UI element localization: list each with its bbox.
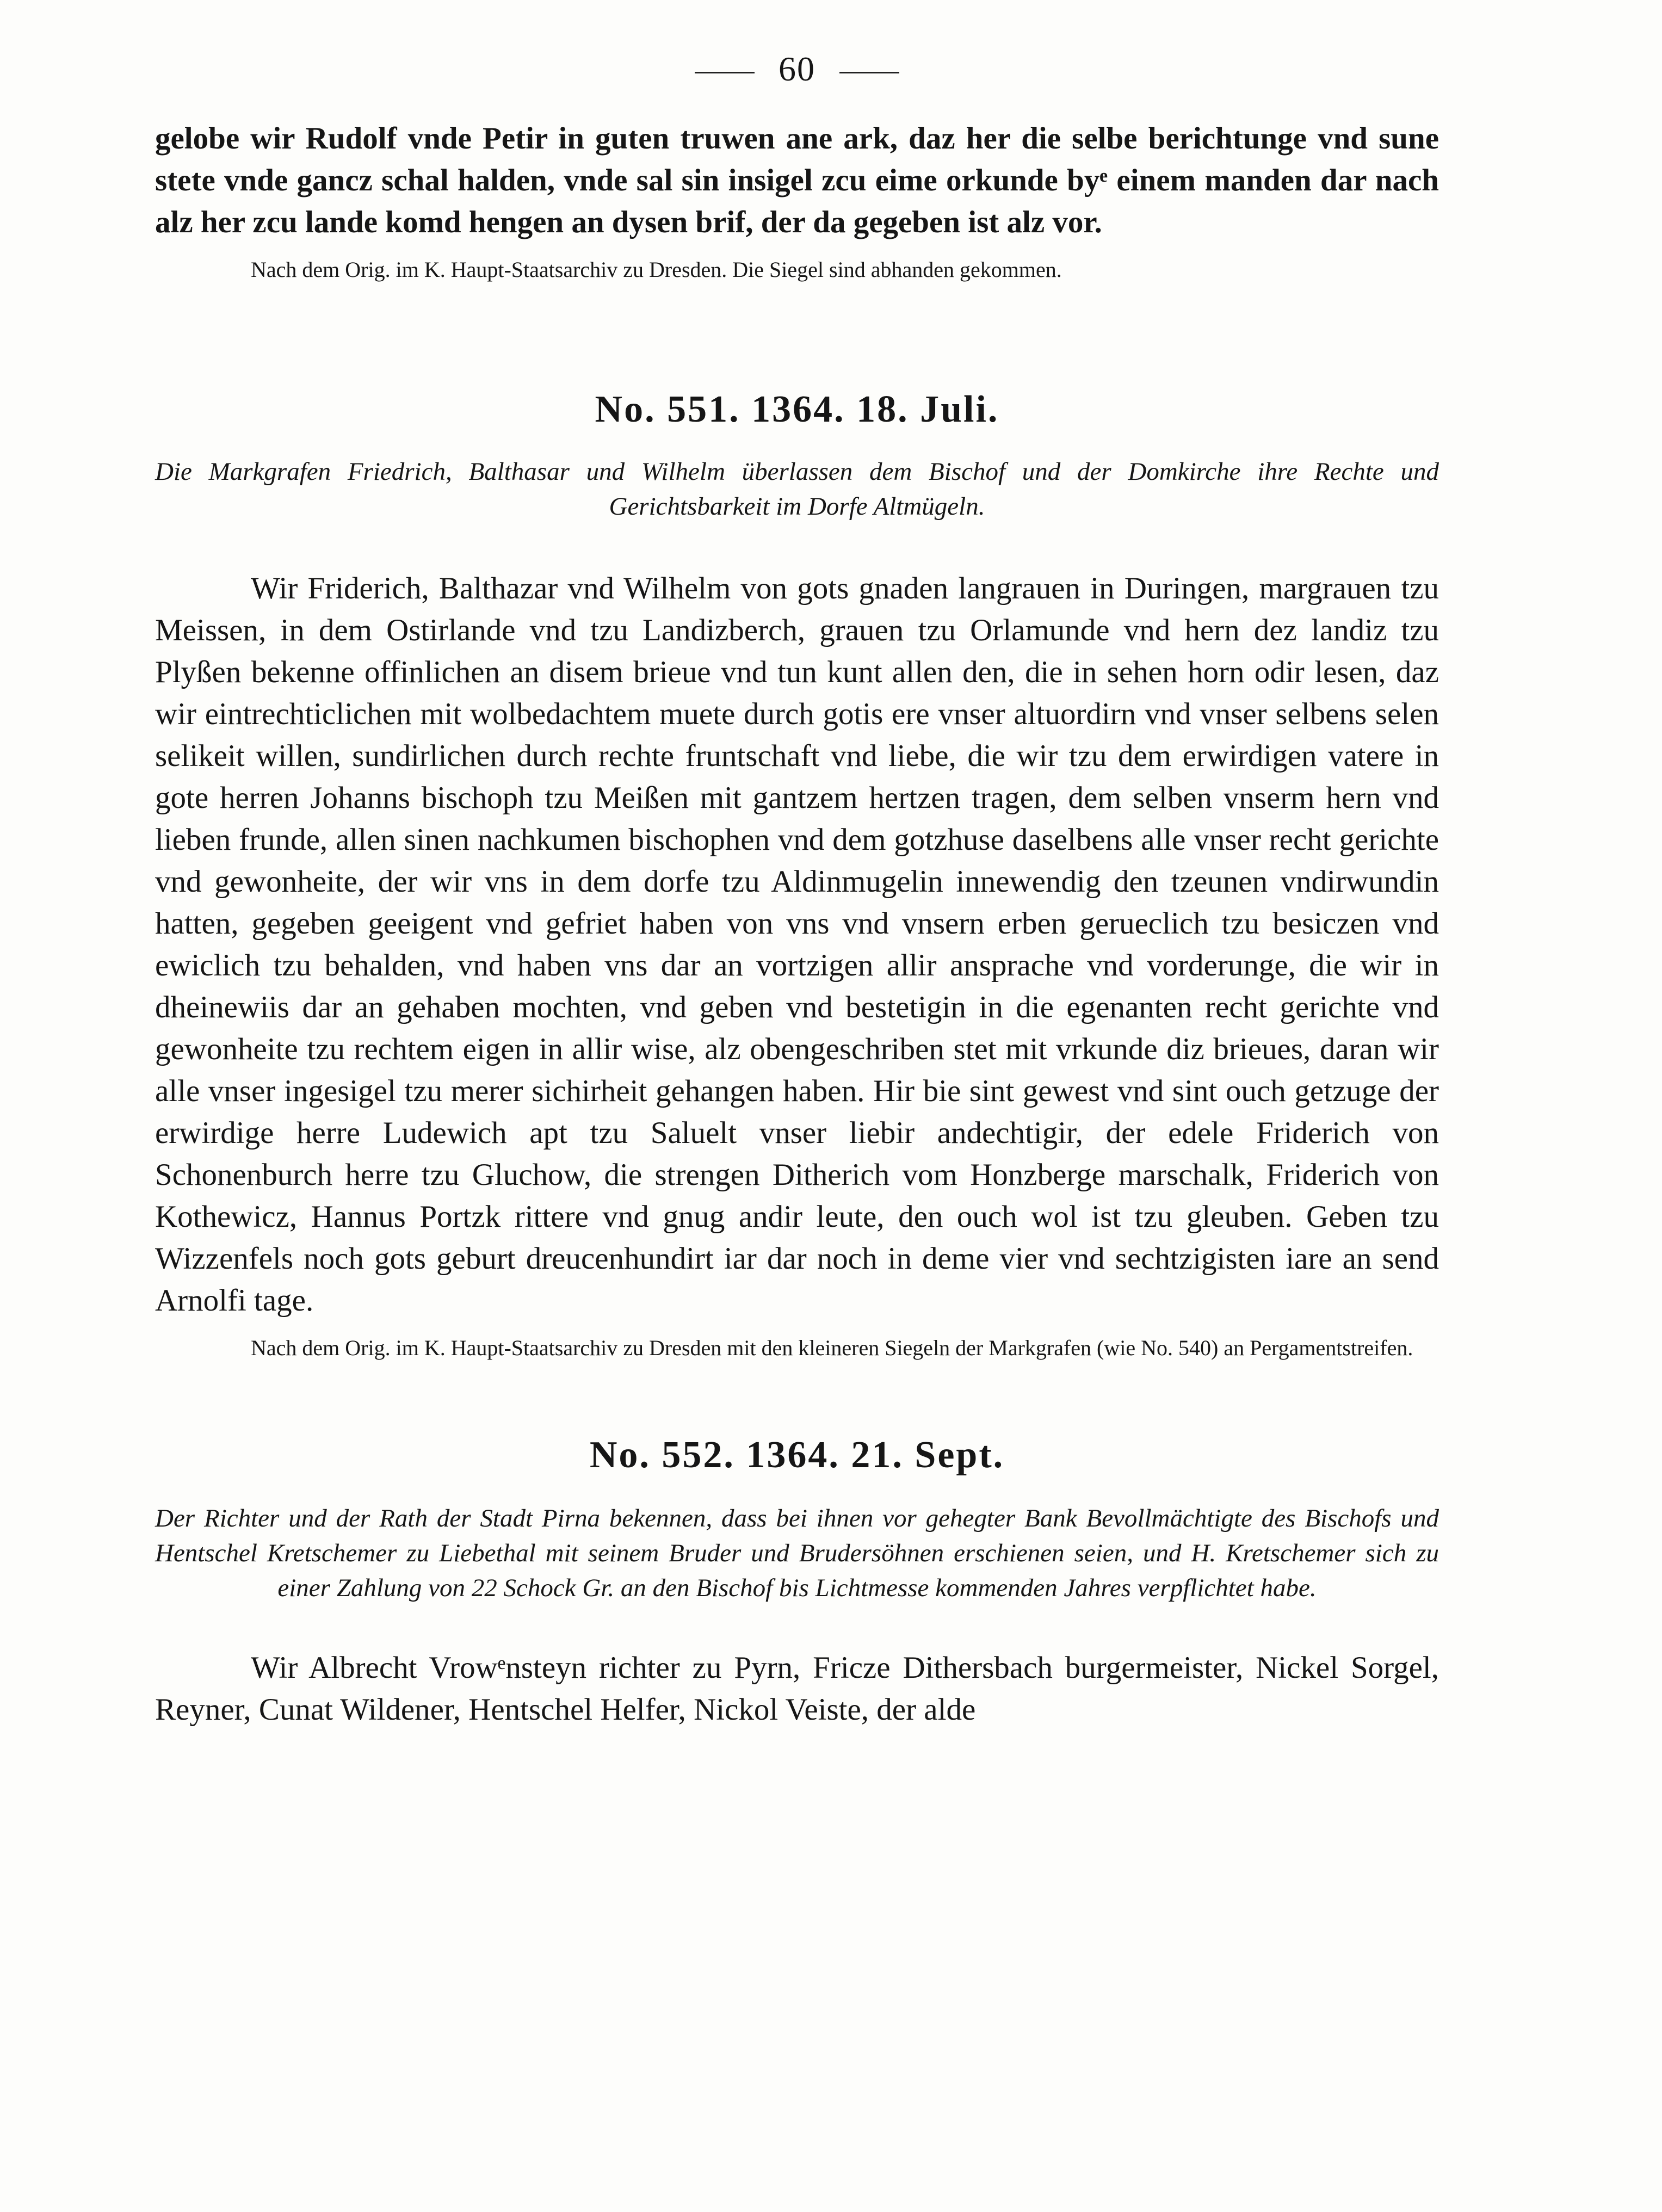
page-number-line <box>155 49 1439 89</box>
document-551-text: Wir Friderich, Balthazar vnd Wilhelm von gots gnaden langrauen in Duringen, margrauen tzu Meissen, in dem Ostirlande vnd tzu Landizberch, grauen tzu Orlamunde vnd hern dez landiz tzu Plyßen bekenne offinlichen an disem brieue vnd tun kunt allen den, die in sehen horn odir lesen, daz wir eintrechticlichen mit wolbedachtem muete durch gotis ere vnser altuordirn vnd vnser selbens selen selikeit willen, sundirlichen durch rechte fruntschaft vnd liebe, die wir tzu dem erwirdigen vatere in gote herren Johanns bischoph tzu Meißen mit gantzem hertzen tragen, dem selben vnserm hern vnd lieben frunde, allen sinen nachkumen bischophen vnd dem gotzhuse daselbens alle vnser recht gerichte vnd gewonheite, der wir vns in dem dorfe tzu Aldinmugelin innewendig den tzeunen vndirwundin hatten, gegeben geeigent vnd gefriet haben von vns vnd vnsern erben gerueclich tzu besiczen vnd ewiclich tzu behalden, vnd haben vns dar an vortzigen allir ansprache vnd vorderunge, die wir in dheinewiis dar an gehaben mochten, vnd geben vnd bestetigin in die egenanten recht gerichte vnd gewonheite tzu rechtem eigen in allir wise, alz obengeschriben stet mit vrkunde diz brieues, daran wir alle vnser ingesigel tzu merer sichirheit gehangen haben. Hir bie sint gewest vnd sint ouch getzuge der erwirdige herre Ludewich apt tzu Saluelt vnser liebir andechtigir, der edele Friderich von Schonenburch herre tzu Gluchow, die strengen Ditherich vom Honzberge marschalk, Friderich von Kothewicz, Hannus Portzk rittere vnd gnug andir leute, den ouch wol ist tzu gleuben. Geben tzu Wizzenfels noch gots geburt dreucenhundirt iar dar noch in deme vier vnd sechtzigisten iare an send Arnolfi tage. <box>155 571 1439 1318</box>
continuation-source-note: Nach dem Orig. im K. Haupt-Staatsarchiv zu Dresden. Die Siegel sind abhanden gekommen. <box>251 257 1062 282</box>
document-552-regest: Der Richter und der Rath der Stadt Pirna bekennen, dass bei ihnen vor gehegter Bank Bevollmächtigte des Bischofs und Hentschel Kretschemer zu Liebethal mit seinem Bruder und Brudersöhnen erschienen seien, und H. Kretschemer sich zu einer Zahlung von 22 Schock Gr. an den Bischof bis Lichtmesse kommenden Jahres verpflichtet habe. <box>155 1504 1439 1602</box>
page-number-dash-right <box>839 72 899 73</box>
document-page <box>155 49 1439 1731</box>
document-551-regest: Die Markgrafen Friedrich, Balthasar und Wilhelm überlassen dem Bischof und der Domkirche ihre Rechte und Gerichtsbarkeit im Dorfe Altmügeln. <box>155 458 1439 521</box>
page-number-dash-left <box>695 72 755 73</box>
document-552-text: Wir Albrecht Vrowᵉnsteyn richter zu Pyrn, Fricze Dithersbach burgermeister, Nickel Sorgel, Reyner, Cunat Wildener, Hentschel Helfer, Nickol Veiste, der alde <box>155 1651 1439 1727</box>
document-551-heading: No. 551. 1364. 18. Juli. <box>595 388 999 430</box>
document-551-source-note: Nach dem Orig. im K. Haupt-Staatsarchiv zu Dresden mit den kleineren Siegeln der Markgrafen (wie No. 540) an Pergamentstreifen. <box>251 1336 1413 1360</box>
continuation-text: gelobe wir Rudolf vnde Petir in guten truwen ane ark, daz her die selbe berichtunge vnd sune stete vnde gancz schal halden, vnde sal sin insigel zcu eime orkunde byᵉ einem manden dar nach alz her zcu lande komd hengen an dysen brif, der da gegeben ist alz vor. <box>155 121 1439 239</box>
page-number: 60 <box>779 50 815 88</box>
document-552-heading: No. 552. 1364. 21. Sept. <box>589 1434 1005 1476</box>
